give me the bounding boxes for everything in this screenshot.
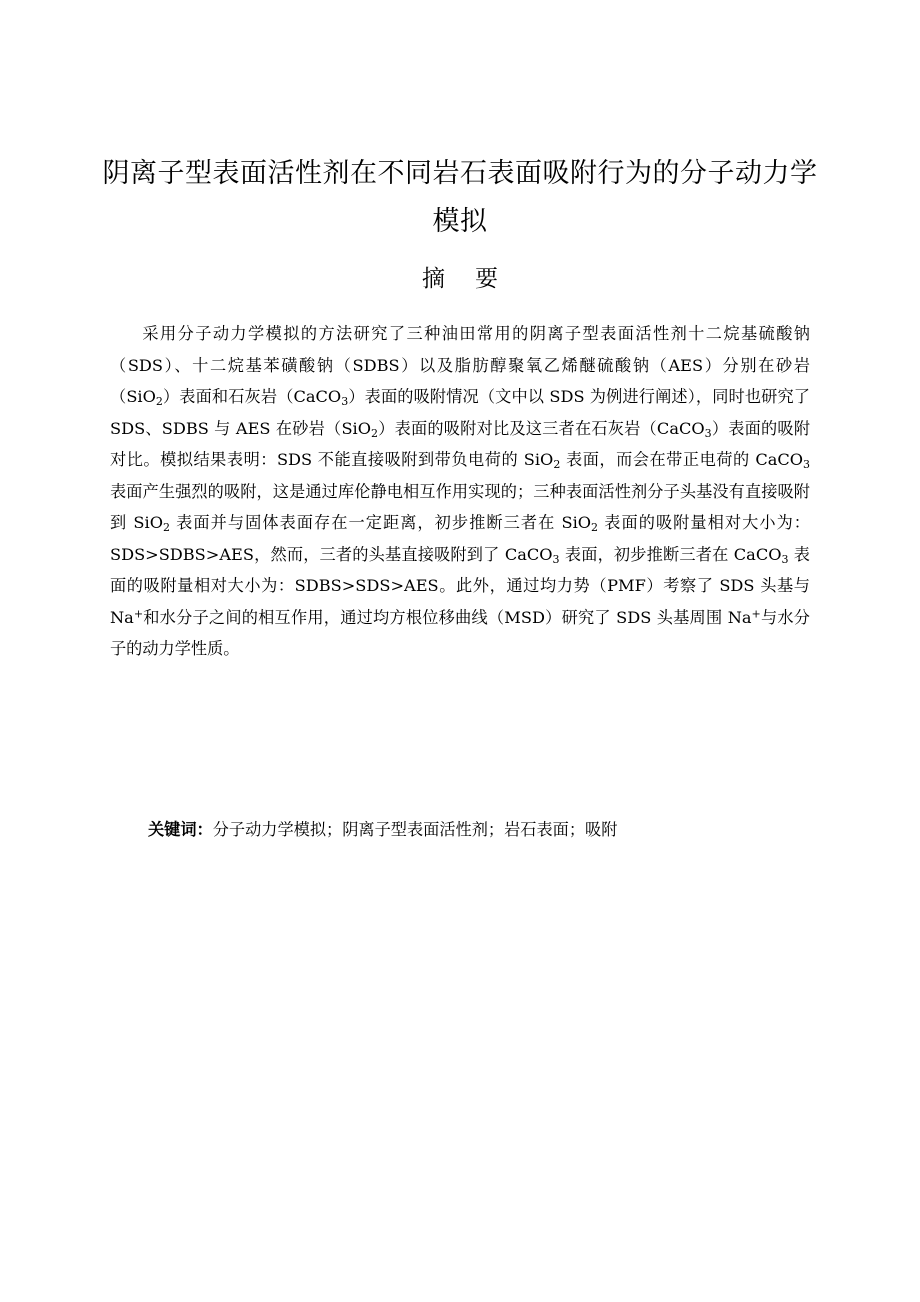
abstract-text: 表面的吸附量相对大小为：SDBS>SDS>AES。此外，通过均力势（PMF）考察了 SDS 头基与 Na	[110, 544, 810, 627]
subscript: 2	[553, 457, 561, 471]
abstract-heading-char-1: 摘	[422, 266, 445, 292]
abstract-text: 表面并与固体表面存在一定距离，初步推断三者在 SiO	[169, 513, 592, 532]
abstract-heading	[0, 262, 920, 296]
abstract-text: 采用分子动力学模拟的方法研究了三种油田常用的阴离子型表面活性剂十二烷基硫酸钠（SDS）、十二烷基苯磺酸钠（SDBS）以及脂肪醇聚氧乙烯醚硫酸钠（AES）分别在砂岩（SiO	[110, 324, 810, 406]
subscript: 2	[371, 426, 378, 440]
subscript: 3	[552, 552, 560, 566]
subscript: 2	[591, 520, 599, 534]
subscript: 3	[341, 394, 349, 408]
superscript: +	[133, 607, 144, 620]
superscript: +	[751, 607, 761, 620]
keywords-label: 关键词：	[148, 820, 213, 839]
abstract-body	[110, 318, 810, 665]
subscript: 3	[704, 426, 712, 440]
abstract-text: ）表面和石灰岩（CaCO	[162, 387, 342, 406]
abstract-text: 和水分子之间的相互作用，通过均方根位移曲线（MSD）研究了 SDS 头基周围 Na	[143, 607, 752, 627]
abstract-heading-char-2: 要	[475, 266, 498, 292]
abstract-text: ）表面的吸附情况（文中以 SDS 为例进行阐述），同时也研究了 SDS、SDBS 与 AES 在砂岩（SiO	[110, 387, 810, 438]
keywords-line	[148, 816, 808, 844]
abstract-text: 表面，而会在带正电荷的 CaCO	[560, 450, 804, 469]
subscript: 2	[155, 394, 163, 408]
abstract-text: 表面，初步推断三者在 CaCO	[559, 544, 782, 564]
subscript: 3	[781, 552, 789, 566]
paper-title: 阴离子型表面活性剂在不同岩石表面吸附行为的分子动力学模拟	[102, 158, 818, 237]
subscript: 3	[803, 457, 811, 471]
abstract-text: 表面的吸附量相对大小为：SDS>SDBS>AES，然而，三者的头基直接吸附到了 CaCO	[110, 513, 810, 564]
abstract-text: ）表面的吸附对比及这三者在石灰岩（CaCO	[378, 418, 705, 438]
abstract-text: 表面产生强烈的吸附，这是通过库伦静电相互作用实现的；三种表面活性剂分子头基没有直接吸附到 SiO	[110, 481, 810, 532]
abstract-text: ）表面的吸附对比。模拟结果表明：SDS 不能直接吸附到带负电荷的 SiO	[110, 418, 811, 469]
abstract-text: 与水分子的动力学性质。	[110, 607, 810, 658]
keywords-text: 分子动力学模拟；阴离子型表面活性剂；岩石表面；吸附	[212, 820, 618, 839]
subscript: 2	[162, 520, 170, 534]
